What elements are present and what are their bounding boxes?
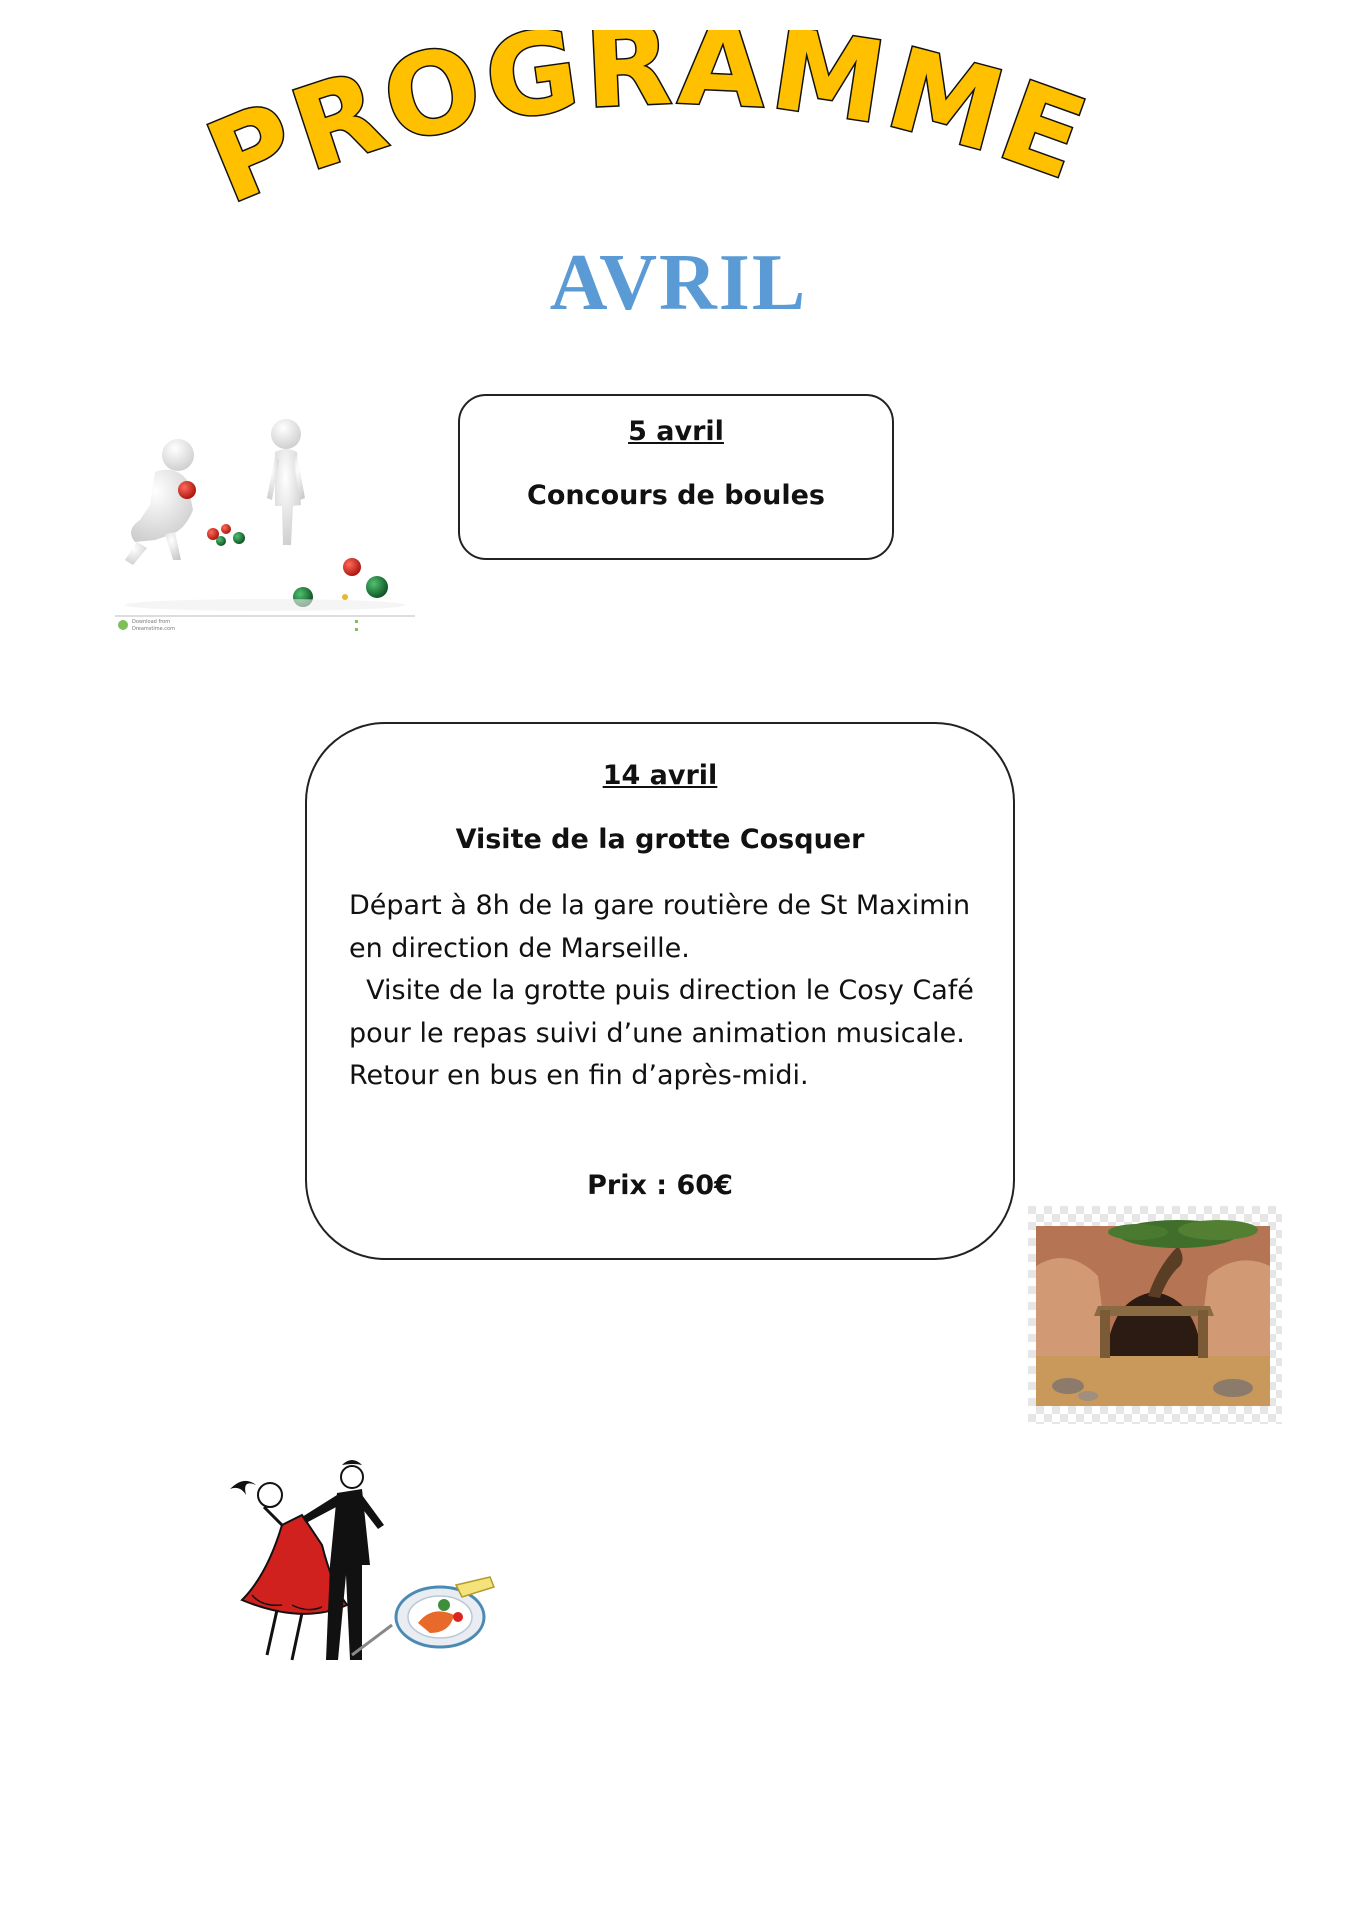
description-line: Retour en bus en fin d’après-midi. [349, 1060, 809, 1091]
cave-entrance-illustration [1028, 1206, 1282, 1424]
meal-plate-illustration [352, 1577, 494, 1655]
petanque-players-illustration [115, 410, 415, 642]
description-line: pour le repas suivi d’une animation musicale. [349, 1017, 965, 1049]
dancing-couple-illustration [222, 1455, 502, 1675]
watermark-line: Dreamstime.com [132, 626, 175, 632]
event-date: 5 avril [628, 416, 724, 447]
svg-text:PROGRAMME [200, 30, 1104, 229]
description-line: Départ à 8h de la gare routière de St Maximin [349, 890, 971, 921]
page-title [200, 30, 1120, 230]
event-date: 14 avril [602, 760, 718, 791]
event-title: Concours de boules [527, 480, 825, 511]
event-card-2 [305, 722, 1015, 1260]
description-line: en direction de Marseille. [349, 932, 690, 964]
event-card-1 [458, 394, 894, 560]
month-heading: AVRIL [549, 239, 808, 327]
description-line: Visite de la grotte puis direction le Cosy Café [349, 975, 974, 1006]
event-description [349, 885, 973, 1098]
event-title: Visite de la grotte Cosquer [455, 824, 865, 855]
title-text: PROGRAMME [200, 30, 1104, 230]
event-price: Prix : 60€ [587, 1169, 733, 1201]
watermark-line: Download from [132, 619, 171, 625]
